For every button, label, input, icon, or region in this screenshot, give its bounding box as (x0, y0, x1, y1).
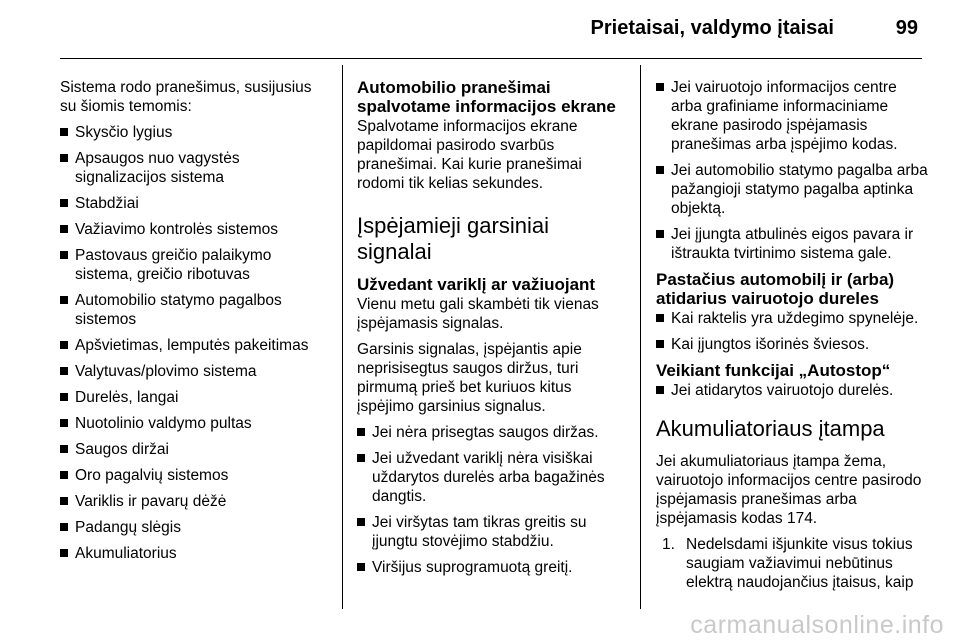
bullet-square-icon (357, 454, 365, 462)
column-3 (656, 78, 931, 599)
page-number: 99 (895, 17, 918, 39)
list-item: Apšvietimas, lemputės pakeitimas (60, 336, 330, 355)
column-divider (342, 65, 343, 609)
bullet-square-icon (357, 428, 365, 436)
warning-list (656, 78, 931, 263)
bullet-square-icon (60, 251, 68, 259)
list-item: Jei įjungta atbulinės eigos pavara ir ištraukta tvirtinimo sistema gale. (656, 225, 931, 263)
bullet-square-icon (60, 523, 68, 531)
intro-paragraph: Sistema rodo pranešimus, susijusius su šiomis temomis: (60, 79, 312, 115)
page-title: Prietaisai, valdymo įtaisai (590, 17, 834, 39)
page-header (60, 0, 922, 59)
step-number: 1. (662, 536, 675, 553)
parking-list (656, 309, 931, 354)
list-item: Apsaugos nuo vagystės signalizacijos sistema (60, 149, 330, 187)
bullet-square-icon (60, 296, 68, 304)
list-item: Variklis ir pavarų dėžė (60, 492, 330, 511)
steps-list (656, 535, 931, 592)
bullet-square-icon (60, 393, 68, 401)
bullet-square-icon (60, 367, 68, 375)
bullet-square-icon (60, 154, 68, 162)
paragraph: Spalvotame informacijos ekrane papildomai pasirodo svarbūs pranešimai. Kai kurie pranešimai rodomi tik kelias sekundes. (357, 118, 582, 192)
list-item: Jei atidarytos vairuotojo durelės. (656, 381, 931, 400)
section-heading: Automobilio pranešimai spalvotame informacijos ekrane (357, 78, 616, 116)
chapter-heading: Įspėjamieji garsiniai signalai (357, 213, 549, 264)
list-item: Jei vairuotojo informacijos centre arba grafiniame informaciniame ekrane pasirodo įspėjamasis pranešimas arba įspėjimo kodas. (656, 78, 931, 154)
list-item: Jei nėra prisegtas saugos diržas. (357, 423, 629, 442)
list-item: Automobilio statymo pagalbos sistemos (60, 291, 330, 329)
watermark: carmanualsonline.info (690, 611, 944, 639)
section-heading: Veikiant funkcijai „Autostop“ (656, 361, 891, 380)
list-item: Durelės, langai (60, 388, 330, 407)
list-item: Viršijus suprogramuotą greitį. (357, 558, 629, 577)
paragraph: Jei akumuliatoriaus įtampa žema, vairuotojo informacijos centre pasirodo įspėjamasis pranešimas arba įspėjamasis kodas 174. (656, 453, 922, 527)
bullet-square-icon (656, 340, 664, 348)
column-divider (640, 65, 641, 609)
list-item: Pastovaus greičio palaikymo sistema, greičio ribotuvas (60, 246, 330, 284)
bullet-square-icon (656, 386, 664, 394)
bullet-square-icon (60, 471, 68, 479)
list-item: Valytuvas/plovimo sistema (60, 362, 330, 381)
bullet-square-icon (60, 497, 68, 505)
list-item: Skysčio lygius (60, 123, 330, 142)
bullet-square-icon (60, 445, 68, 453)
bullet-square-icon (357, 563, 365, 571)
bullet-square-icon (60, 199, 68, 207)
list-item: Saugos diržai (60, 440, 330, 459)
topic-list (60, 123, 330, 563)
bullet-square-icon (60, 549, 68, 557)
list-item: Jei užvedant variklį nėra visiškai uždarytos durelės arba bagažinės dangtis. (357, 449, 629, 506)
column-2 (357, 78, 629, 584)
list-item: Oro pagalvių sistemos (60, 466, 330, 485)
list-item: Stabdžiai (60, 194, 330, 213)
bullet-square-icon (656, 314, 664, 322)
list-item: Nuotolinio valdymo pultas (60, 414, 330, 433)
section-heading: Pastačius automobilį ir (arba) atidarius vairuotojo dureles (656, 270, 895, 308)
column-1 (60, 78, 330, 570)
paragraph: Garsinis signalas, įspėjantis apie neprisisegtus saugos diržus, turi pirmumą prieš bet kuriuos kitus įspėjimo garsinius signalus. (357, 341, 582, 415)
list-item: Kai raktelis yra uždegimo spynelėje. (656, 309, 931, 328)
list-item: Akumuliatorius (60, 544, 330, 563)
bullet-square-icon (60, 419, 68, 427)
bullet-square-icon (357, 518, 365, 526)
autostop-list (656, 381, 931, 400)
bullet-square-icon (60, 225, 68, 233)
list-item: Padangų slėgis (60, 518, 330, 537)
list-item: Kai įjungtos išorinės šviesos. (656, 335, 931, 354)
list-item: Važiavimo kontrolės sistemos (60, 220, 330, 239)
bullet-square-icon (656, 83, 664, 91)
list-item: Jei viršytas tam tikras greitis su įjungtu stovėjimo stabdžiu. (357, 513, 629, 551)
bullet-square-icon (60, 341, 68, 349)
section-heading: Užvedant variklį ar važiuojant (357, 275, 596, 294)
chapter-heading: Akumuliatoriaus įtampa (656, 416, 885, 441)
paragraph: Vienu metu gali skambėti tik vienas įspėjamasis signalas. (357, 296, 599, 332)
bullet-square-icon (656, 166, 664, 174)
list-item: 1. Nedelsdami išjunkite visus tokius saugiam važiavimui nebūtinus elektrą naudojančius įtaisus, kaip (662, 536, 914, 591)
warning-list (357, 423, 629, 577)
list-item: Jei automobilio statymo pagalba arba pažangioji statymo pagalba aptinka objektą. (656, 161, 931, 218)
bullet-square-icon (656, 230, 664, 238)
bullet-square-icon (60, 128, 68, 136)
